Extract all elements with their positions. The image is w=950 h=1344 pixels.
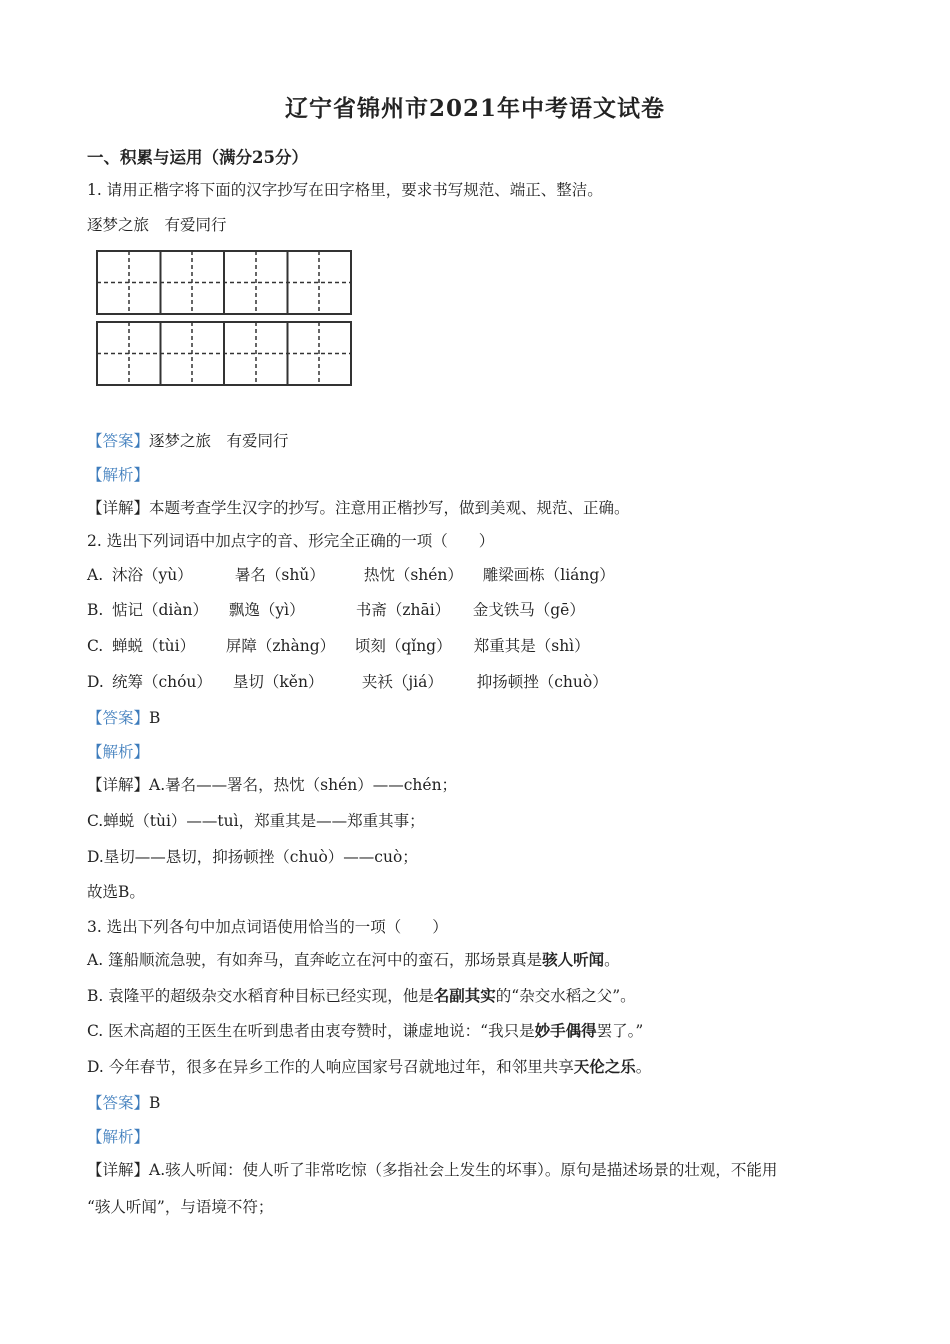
q2-option-c (87, 634, 590, 656)
detail-tag: 【详解】 (87, 1161, 150, 1179)
option-item: 郑重其是（shì） (473, 637, 590, 655)
detail-text: A.骇人听闻：使人听了非常吃惊（多指社会上发生的坏事）。原句是描述场景的壮观，不能用 (149, 1161, 778, 1179)
option-item: 暑名（shǔ） (234, 566, 325, 584)
q2-detail-2: C.蝉蜕（tùi）——tuì，郑重其是——郑重其事； (87, 812, 425, 830)
option-label: B. (87, 601, 104, 619)
answer-text: B (149, 1094, 161, 1112)
option-text-end: 罢了。” (596, 1022, 644, 1040)
option-text: B. 袁隆平的超级杂交水稻育种目标已经实现，他是 (87, 987, 434, 1005)
answer-tag: 【答案】 (87, 1094, 150, 1112)
option-item: 夹袄（jiá） (361, 673, 443, 691)
q1-answer (87, 429, 289, 451)
option-item: 飘逸（yì） (228, 601, 305, 619)
q3-analysis: 【解析】 (87, 1128, 150, 1146)
q2-detail-3: D.垦切——恳切，抑扬顿挫（chuò）——cuò； (87, 848, 418, 866)
answer-text: 逐梦之旅 有爱同行 (149, 432, 289, 450)
option-text-end: 的“杂交水稻之父”。 (495, 987, 636, 1005)
option-item: 雕梁画栋（liáng） (482, 566, 615, 584)
q3-answer (87, 1091, 160, 1113)
option-item: 热忱（shén） (363, 566, 463, 584)
option-item: 蝉蜕（tùi） (111, 637, 196, 655)
option-item: 顷刻（qǐng） (354, 637, 452, 655)
answer-tag: 【答案】 (87, 709, 150, 727)
option-item: 统筹（chóu） (111, 673, 212, 691)
option-label: C. (87, 637, 104, 655)
option-text-end: 。 (604, 951, 620, 969)
q2-answer (87, 706, 160, 728)
q1-detail (87, 496, 630, 518)
option-keyword: 天伦之乐 (573, 1058, 636, 1076)
page-title: 辽宁省锦州市2021年中考语文试卷 (284, 95, 665, 122)
q3-option-c (87, 1019, 643, 1041)
option-text: A. 篷船顺流急驶，有如奔马，直奔屹立在河中的蛮石，那场景真是 (87, 951, 543, 969)
q2-stem: 2. 选出下列词语中加点字的音、形完全正确的一项（ ） (87, 532, 495, 550)
q3-option-a (87, 948, 620, 970)
q2-option-d (87, 670, 608, 692)
q1-analysis: 【解析】 (87, 466, 150, 484)
q3-stem: 3. 选出下列各句中加点词语使用恰当的一项（ ） (87, 918, 448, 936)
q3-detail-1 (87, 1158, 777, 1180)
option-text-end: 。 (635, 1058, 652, 1076)
option-item: 沐浴（yù） (111, 566, 193, 584)
q2-detail-1 (87, 773, 457, 795)
option-keyword: 骇人听闻 (542, 951, 605, 969)
option-item: 惦记（diàn） (111, 601, 209, 619)
section-heading: 一、积累与运用（满分25分） (87, 148, 308, 167)
option-label: D. (87, 673, 104, 691)
detail-text: 本题考查学生汉字的抄写。注意用正楷抄写，做到美观、规范、正确。 (149, 499, 630, 517)
option-item: 垦切（kěn） (232, 673, 324, 691)
q2-analysis: 【解析】 (87, 743, 150, 761)
option-item: 金戈铁马（gē） (472, 601, 585, 619)
answer-tag: 【答案】 (87, 432, 150, 450)
option-label: A. (87, 566, 104, 584)
option-item: 屏障（zhàng） (225, 637, 336, 655)
q2-option-a (87, 563, 615, 585)
q2-detail-4: 故选B。 (87, 883, 145, 901)
option-keyword: 妙手偶得 (534, 1022, 597, 1040)
option-text: C. 医术高超的王医生在听到患者由衷夸赞时，谦虚地说：“我只是 (87, 1022, 535, 1040)
option-keyword: 名副其实 (433, 987, 496, 1005)
q3-option-d (87, 1055, 651, 1077)
option-text: D. 今年春节，很多在异乡工作的人响应国家号召就地过年，和邻里共享 (87, 1058, 574, 1076)
writing-grid (96, 250, 356, 390)
detail-tag: 【详解】 (87, 499, 150, 517)
q1-stem: 1. 请用正楷字将下面的汉字抄写在田字格里，要求书写规范、端正、整洁。 (87, 181, 603, 199)
q1-text: 逐梦之旅 有爱同行 (87, 216, 227, 234)
option-item: 抑扬顿挫（chuò） (476, 673, 608, 691)
detail-text: A.暑名——署名，热忱（shén）——chén； (149, 776, 458, 794)
option-item: 书斋（zhāi） (355, 601, 451, 619)
q3-option-b (87, 984, 636, 1006)
q2-option-b (87, 598, 585, 620)
detail-tag: 【详解】 (87, 776, 150, 794)
answer-text: B (149, 709, 161, 727)
q3-detail-2: “骇人听闻”，与语境不符； (87, 1198, 274, 1216)
